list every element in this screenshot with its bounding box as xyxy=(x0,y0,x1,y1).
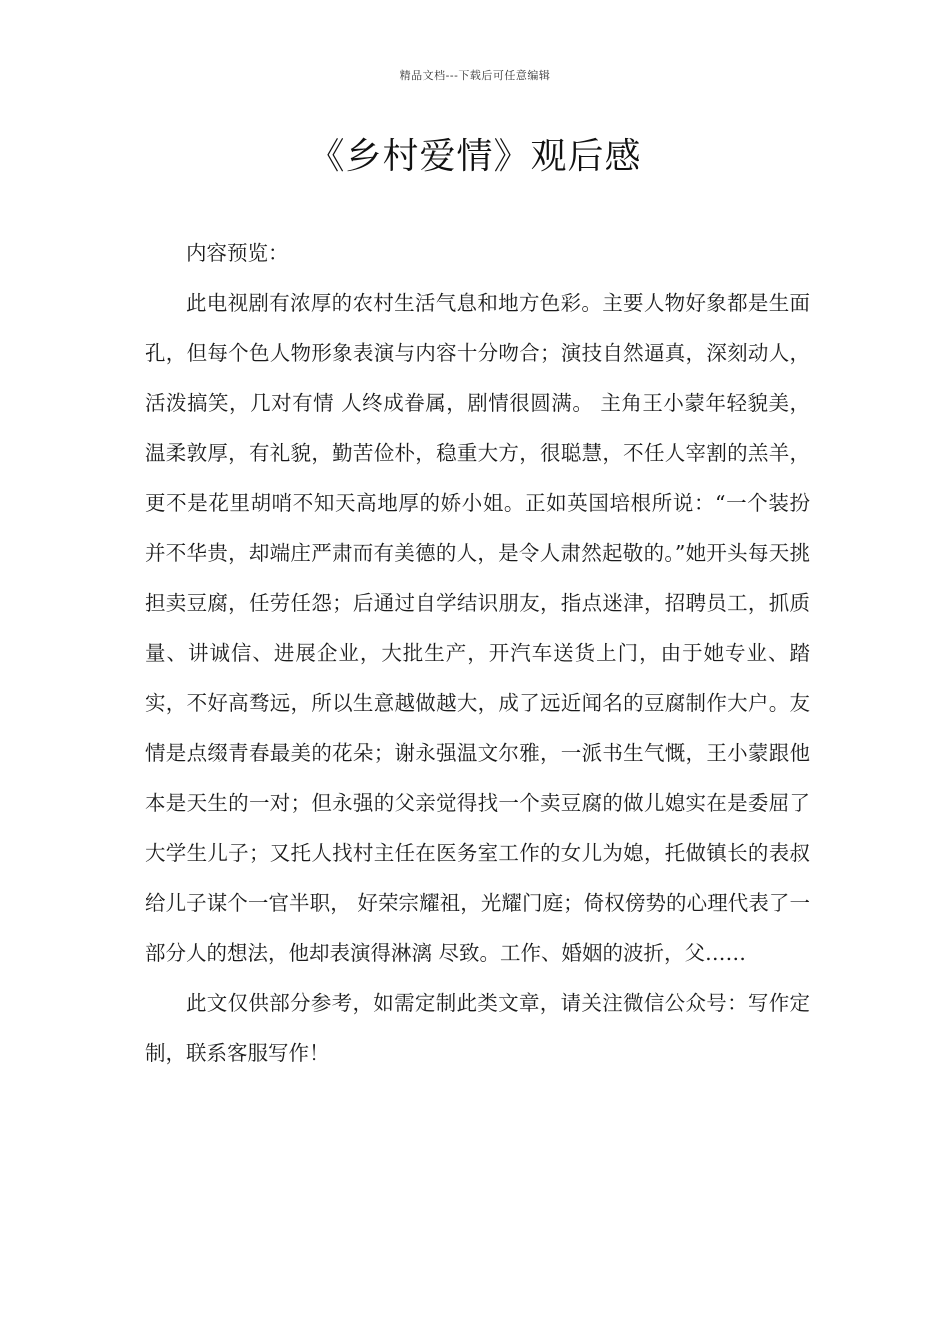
closing-note: 此文仅供部分参考，如需定制此类文章，请关注微信公众号：写作定制，联系客服写作！ xyxy=(145,991,810,1065)
header-note: 精品文档---下载后可任意编辑 xyxy=(399,69,551,82)
main-paragraph: 此电视剧有浓厚的农村生活气息和地方色彩。主要人物好象都是生面孔，但每个色人物形象表演与内容十分吻合；演技自然逼真，深刻动人，活泼搞笑，几对有情 人终成眷属，剧情很圆满。 主角王小蒙年轻貌美，温柔敦厚，有礼貌，勤苦俭朴，稳重大方，很聪慧，不任人宰割的羔羊，更不是花里胡哨不知天高地厚的娇小姐。正如英国培根所说：“一个装扮并不华贵，却端庄严肃而有美德的人，是令人肃然起敬的。”她开头每天挑担卖豆腐，任劳任怨；后通过自学结识朋友，指点迷津，招聘员工，抓质量、讲诚信、进展企业，大批生产，开汽车送货上门，由于她专业、踏实，不好高骛远，所以生意越做越大，成了远近闻名的豆腐制作大户。友情是点缀青春最美的花朵；谢永强温文尔雅，一派书生气慨，王小蒙跟他本是天生的一对；但永强的父亲觉得找一个卖豆腐的做儿媳实在是委屈了大学生儿子；又托人找村主任在医务室工作的女儿为媳，托做镇长的表叔给儿子谋个一官半职， 好荣宗耀祖，光耀门庭；倚权傍势的心理代表了一部分人的想法，他却表演得淋漓 尽致。工作、婚姻的波折，父…… xyxy=(145,291,810,965)
document-title: 《乡村爱情》观后感 xyxy=(308,136,642,177)
document-body xyxy=(145,228,810,1078)
preview-label: 内容预览： xyxy=(186,241,289,265)
